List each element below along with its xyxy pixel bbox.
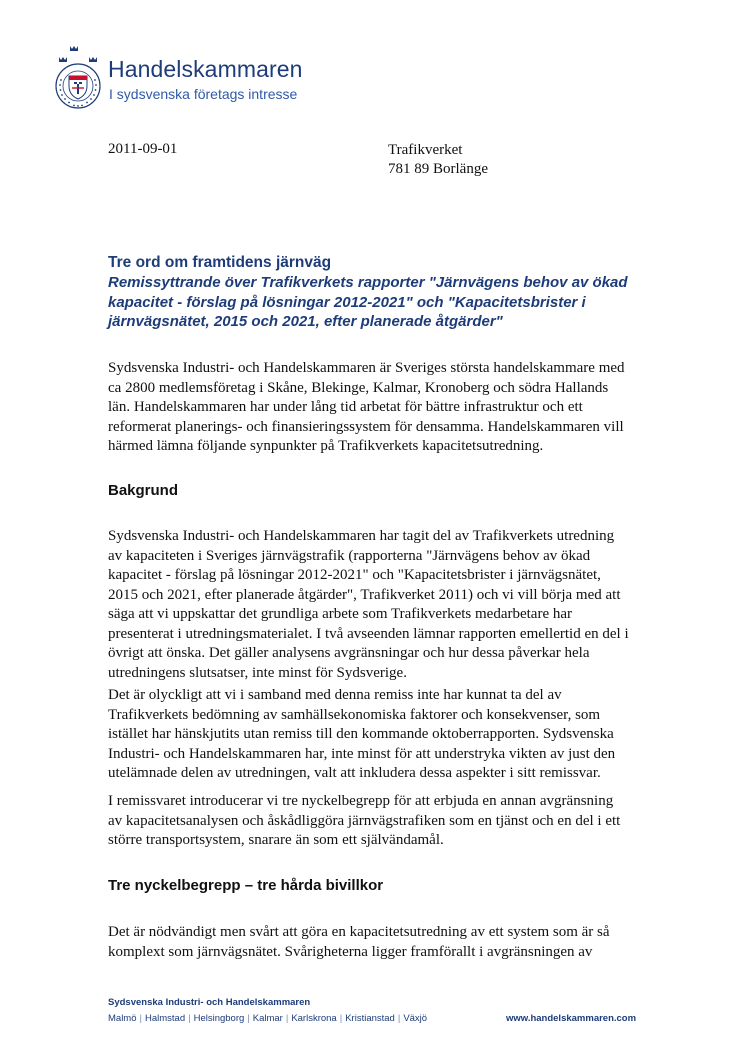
text-line: reformerat planerings- och finansieringssystem för densamma. Handelskammaren vill: [108, 418, 624, 435]
text-line: härmed lämna följande synpunkter på Trafikverkets kapacitetsutredning.: [108, 438, 544, 454]
footer-separator: |: [139, 1013, 142, 1024]
text-line: istället har hänskjutits utan remiss till den kommande oktoberrapporten. Sydsvenska: [108, 726, 614, 742]
recipient-postal: 781 89 Borlänge: [388, 161, 488, 177]
text-line: län. Handelskammaren har under lång tid arbetat för bättre infrastruktur och ett: [108, 399, 583, 415]
document-title: Tre ord om framtidens järnväg: [108, 254, 332, 271]
organization-logo: [52, 44, 312, 116]
text-line: kapacitet - förslag på lösningar 2012-2021" och "Kapacitetsbrister i järnvägsnätet,: [108, 567, 601, 583]
subtitle-line: järnvägsnätet, 2015 och 2021, efter planerade åtgärder": [108, 313, 503, 330]
background-paragraph-2: [108, 686, 658, 784]
background-paragraph-3: [108, 792, 658, 851]
intro-paragraph: [108, 359, 658, 457]
text-line: Sydsvenska Industri- och Handelskammaren är Sveriges största handelskammare med: [108, 360, 625, 376]
footer-city: Växjö: [403, 1013, 428, 1024]
footer-organization: Sydsvenska Industri- och Handelskammaren: [108, 997, 311, 1008]
footer-city: Kristianstad: [345, 1013, 395, 1024]
footer-city: Malmö: [108, 1013, 137, 1024]
footer-city: Helsingborg: [193, 1013, 245, 1024]
document-subtitle: [108, 273, 648, 332]
text-line: Det är nödvändigt men svårt att göra en kapacitetsutredning av ett system som är så: [108, 924, 610, 940]
section-heading-key-concepts: Tre nyckelbegrepp – tre hårda bivillkor: [108, 877, 384, 894]
text-line: Trafikverkets bedömning av samhällsekonomiska faktorer och konsekvenser, som: [108, 706, 601, 723]
text-line: Industri- och Handelskammaren har, inte minst för att understryka vikten av just den: [108, 745, 616, 762]
key-concepts-paragraph-1: [108, 923, 658, 962]
footer-separator: |: [188, 1013, 191, 1024]
text-line: utelämnade delen av utredningen, valt att inkludera dessa aspekter i sitt remissvar.: [108, 765, 601, 781]
footer-separator: |: [397, 1013, 401, 1024]
recipient-name: Trafikverket: [388, 142, 463, 158]
text-line: större transportsystem, snarare än som ett självändamål.: [108, 832, 444, 848]
text-line: övrigt att önska. Det gäller analysens avgränsningar och hur dessa påverkar hela: [108, 645, 590, 661]
section-heading-background: Bakgrund: [108, 482, 179, 499]
footer-cities: [108, 1013, 427, 1024]
letter-date: 2011-09-01: [108, 141, 178, 157]
subtitle-line: Remissyttrande över Trafikverkets rapporter "Järnvägens behov av ökad: [108, 274, 628, 291]
brand-tagline: I sydsvenska företags intresse: [109, 86, 298, 102]
text-line: ca 2800 medlemsföretag i Skåne, Blekinge, Kalmar, Kronoberg och södra Hallands: [108, 379, 609, 396]
text-line: presenterat i utredningsmaterialet. I två avseenden lämnar rapporten emellertid en del i: [108, 625, 629, 642]
brand-name: Handelskammaren: [108, 56, 303, 82]
recipient-address: [388, 141, 488, 179]
text-line: I remissvaret introducerar vi tre nyckelbegrepp för att erbjuda en annan avgränsning: [108, 793, 614, 809]
text-line: av kapacitetsanalysen och åskådliggöra järnvägstrafiken som en tjänst och en del i ett: [108, 812, 621, 829]
footer-separator: |: [247, 1013, 250, 1024]
text-line: komplext som järnvägsnätet. Svårigheterna ligger framförallt i avgränsningen av: [108, 943, 593, 960]
background-paragraph-1: [108, 527, 658, 683]
text-line: Det är olyckligt att vi i samband med denna remiss inte har kunnat ta del av: [108, 687, 562, 703]
text-line: Sydsvenska Industri- och Handelskammaren har tagit del av Trafikverkets utredning: [108, 528, 615, 544]
text-line: 2015 och 2021, efter planerade åtgärder", Trafikverket 2011) och vi vill börja med att: [108, 586, 621, 603]
text-line: säga att vi uppskattar det grundliga arbete som Trafikverkets medarbetare har: [108, 606, 573, 622]
footer-website-link[interactable]: www.handelskammaren.com: [506, 1013, 637, 1024]
footer-separator: |: [339, 1013, 343, 1024]
subtitle-line: kapacitet - förslag på lösningar 2012-2021" och "Kapacitetsbrister i: [108, 293, 586, 311]
footer-city: Karlskrona: [291, 1013, 337, 1024]
footer-separator: |: [285, 1013, 289, 1024]
text-line: av kapaciteten i Sveriges järnvägstrafik (rapporterna "Järnvägens behov av ökad: [108, 547, 591, 564]
footer-city: Halmstad: [144, 1013, 186, 1024]
seal-emblem-icon: [52, 44, 104, 112]
footer-city: Kalmar: [252, 1013, 283, 1024]
text-line: utredningens slutsatser, inte minst för Sydsverige.: [108, 664, 407, 681]
